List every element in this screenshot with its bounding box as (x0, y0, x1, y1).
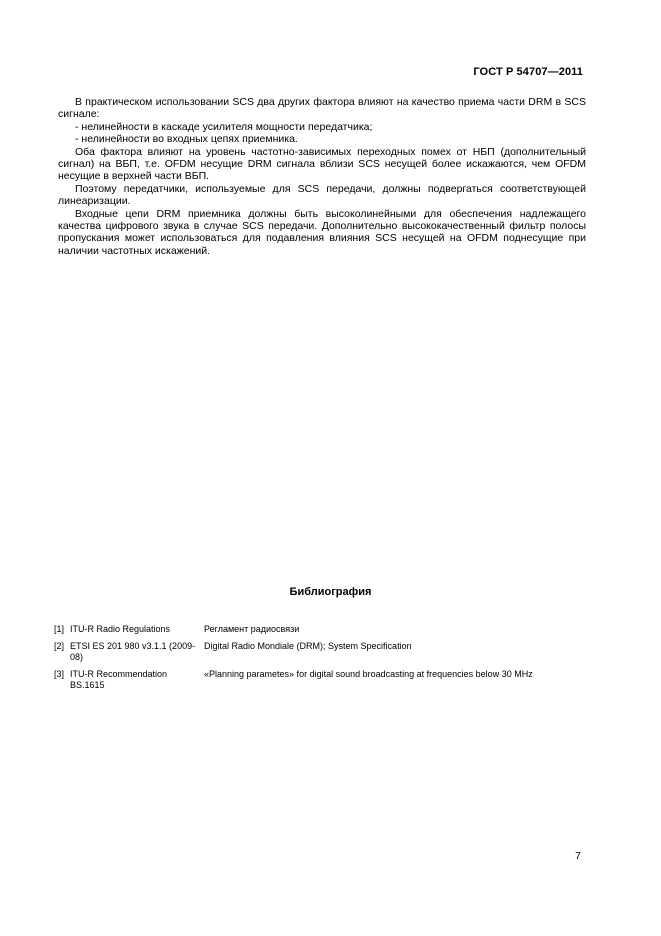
bibliography-entry (54, 669, 594, 691)
paragraph-1: В практическом использовании SCS два других фактора влияют на качество приема части DRM в SCS сигнале: (58, 96, 586, 121)
entry-number: [2] (54, 641, 65, 651)
bibliography-entry (54, 641, 594, 663)
entry-title: Регламент радиосвязи (204, 624, 300, 634)
entry-title: «Planning parametes» for digital sound broadcasting at frequencies below 30 MHz (204, 669, 533, 679)
bullet-item-1: - нелинейности в каскаде усилителя мощности передатчика; (75, 120, 373, 133)
entry-source: ETSI ES 201 980 v3.1.1 (2009-08) (70, 641, 196, 662)
entry-title: Digital Radio Mondiale (DRM); System Specification (204, 641, 412, 651)
entry-number: [1] (54, 624, 65, 634)
page-number: 7 (575, 850, 581, 862)
paragraph-3: Поэтому передатчики, используемые для SCS передачи, должны подвергаться соответствующей линеаризации. (58, 182, 586, 208)
bibliography-title: Библиография (289, 586, 372, 598)
body-text (58, 96, 586, 257)
paragraph-2: Оба фактора влияют на уровень частотно-зависимых переходных помех от НБП (дополнительный сигнал) на ВБП, т.е. OFDM несущие DRM сигнала вблизи SCS несущей более искажаются, чем OFDM несущие в верхней части ВБП. (58, 145, 586, 183)
bibliography-entry (54, 624, 594, 635)
entry-source: ITU-R Radio Regulations (70, 624, 171, 634)
entry-source: ITU-R Recommendation BS.1615 (70, 669, 168, 690)
paragraph-4: Входные цепи DRM приемника должны быть высоколинейными для обеспечения надлежащего качества цифрового звука в случае SCS передачи. Дополнительно высококачественный фильтр полосы пропускания может использоваться для подавления влияния SCS несущей на OFDM поднесущие при наличии частотных искажений. (58, 207, 586, 257)
entry-number: [3] (54, 669, 65, 679)
document-id-header: ГОСТ Р 54707—2011 (473, 66, 583, 78)
bibliography-list (54, 624, 594, 697)
bullet-item-2: - нелинейности во входных цепях приемника. (75, 133, 298, 146)
